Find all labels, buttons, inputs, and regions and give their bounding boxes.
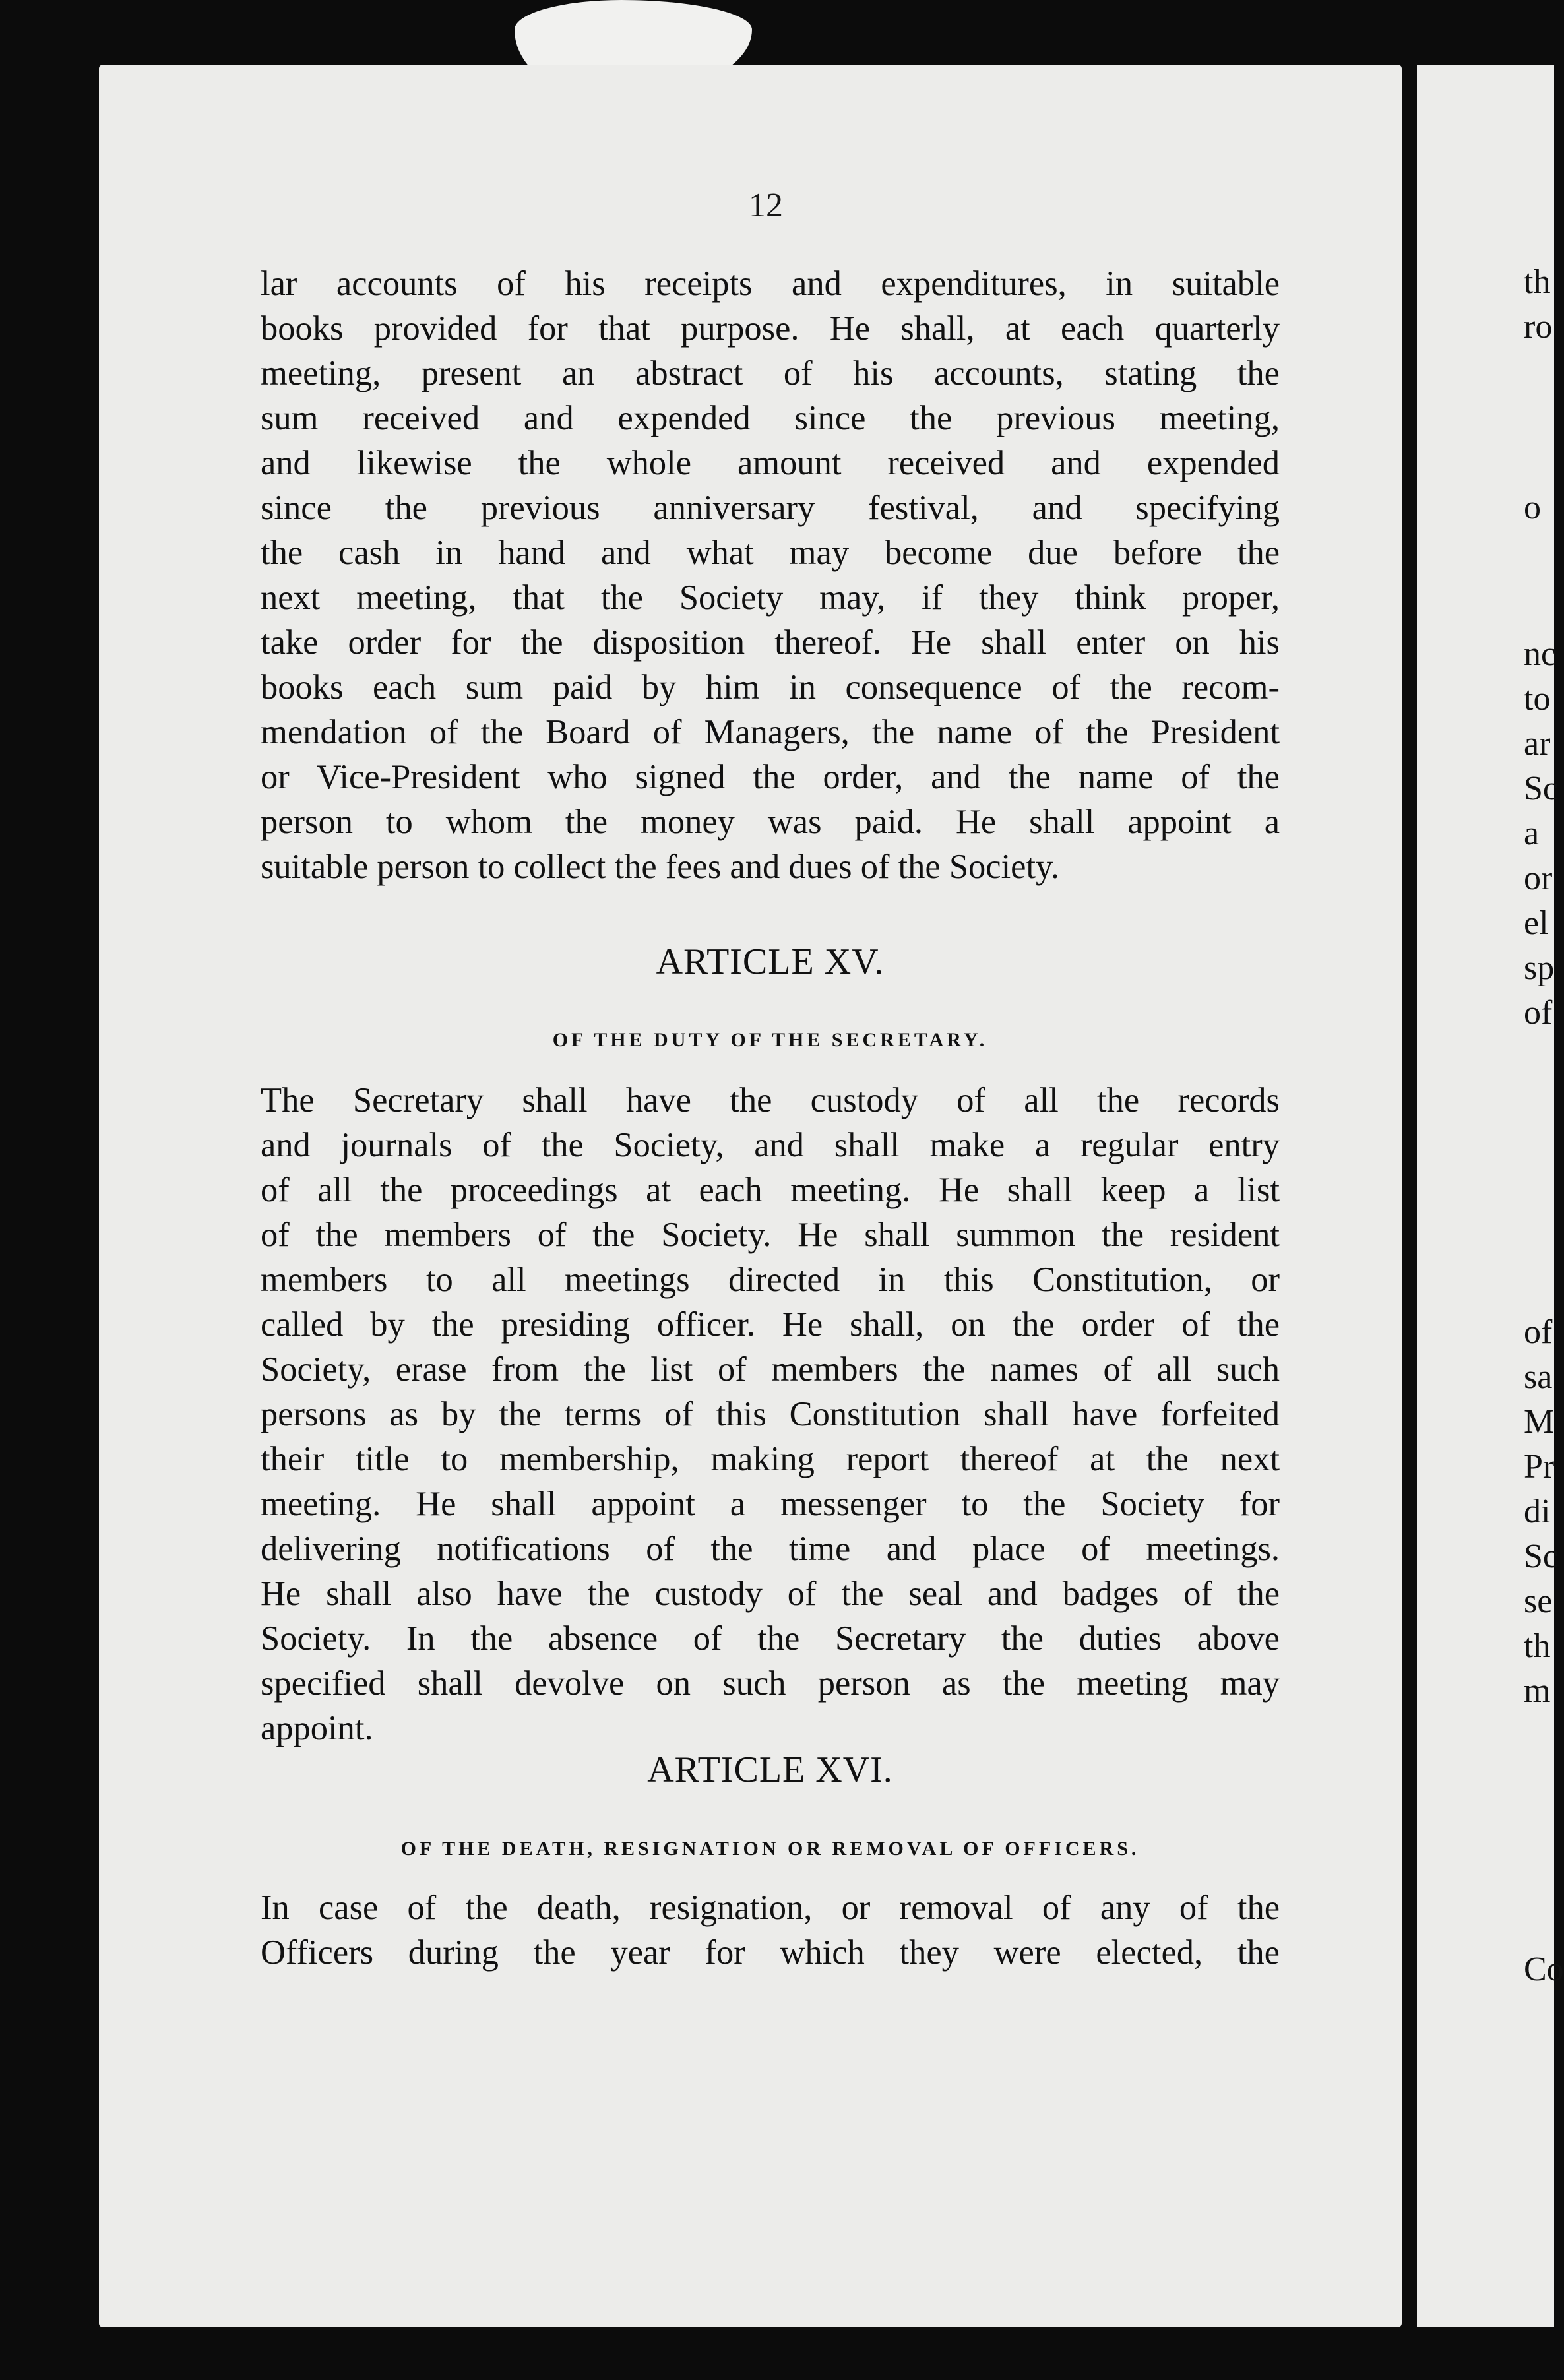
facing-page-fragment: th <box>1524 263 1551 301</box>
text-line: of the members of the Society. He shall summon the resident <box>261 1216 1280 1254</box>
text-line: take order for the disposition thereof. He shall enter on his <box>261 623 1280 662</box>
facing-page-fragment: Sc <box>1524 770 1558 807</box>
facing-page-fragment: ar <box>1524 725 1551 763</box>
text-line: Society, erase from the list of members the names of all such <box>261 1350 1280 1389</box>
text-line: suitable person to collect the fees and dues of the Society. <box>261 848 1060 886</box>
text-line: In case of the death, resignation, or removal of any of the <box>261 1889 1280 1927</box>
text-line: meeting. He shall appoint a messenger to the Society for <box>261 1485 1280 1523</box>
article-15-subheading: OF THE DUTY OF THE SECRETARY. <box>552 1029 988 1051</box>
article-15-body <box>261 1078 1280 1751</box>
facing-page-fragment: m <box>1524 1672 1551 1710</box>
text-line: and likewise the whole amount received and expended <box>261 444 1280 482</box>
text-line: Officers during the year for which they were elected, the <box>261 1933 1280 1972</box>
text-line: next meeting, that the Society may, if they think proper, <box>261 579 1280 617</box>
facing-page-fragment: sa <box>1524 1358 1553 1396</box>
text-line: lar accounts of his receipts and expenditures, in suitable <box>261 265 1280 303</box>
facing-page-fragment: di <box>1524 1493 1551 1530</box>
facing-page-fragment: or <box>1524 860 1553 897</box>
facing-page-fragment: a <box>1524 815 1540 852</box>
text-line: books each sum paid by him in consequence of the recom- <box>261 668 1280 706</box>
text-line: The Secretary shall have the custody of all the records <box>261 1081 1280 1119</box>
text-line: since the previous anniversary festival, and specifying <box>261 489 1280 527</box>
text-line: delivering notifications of the time and place of meetings. <box>261 1530 1280 1568</box>
facing-page-fragment: el <box>1524 904 1549 942</box>
facing-page-fragment: Co <box>1524 1951 1564 1988</box>
text-line: persons as by the terms of this Constitution shall have forfeited <box>261 1395 1280 1433</box>
text-line: mendation of the Board of Managers, the name of the President <box>261 713 1280 751</box>
paragraph-treasurer-duties <box>261 261 1280 889</box>
text-line: members to all meetings directed in this Constitution, or <box>261 1261 1280 1299</box>
text-line: Society. In the absence of the Secretary the duties above <box>261 1619 1280 1658</box>
facing-page-fragment: to <box>1524 680 1551 718</box>
article-16-body <box>261 1885 1280 1975</box>
article-16-subheading: OF THE DEATH, RESIGNATION OR REMOVAL OF OFFICERS. <box>400 1838 1140 1860</box>
text-line: person to whom the money was paid. He shall appoint a <box>261 803 1280 841</box>
facing-page-fragment: th <box>1524 1627 1551 1665</box>
facing-page-fragment: Sc <box>1524 1538 1558 1575</box>
facing-page-fragment: nc <box>1524 635 1557 673</box>
text-line: books provided for that purpose. He shall, at each quarterly <box>261 309 1280 348</box>
facing-page-fragment: of <box>1524 994 1553 1032</box>
facing-page-fragment: se <box>1524 1582 1553 1620</box>
text-line: or Vice-President who signed the order, and the name of the <box>261 758 1280 796</box>
facing-page-fragment: of <box>1524 1313 1553 1351</box>
facing-page-fragment: M <box>1524 1403 1555 1441</box>
text-line: specified shall devolve on such person as the meeting may <box>261 1664 1280 1703</box>
facing-page-fragment: sp <box>1524 949 1555 987</box>
text-line: and journals of the Society, and shall make a regular entry <box>261 1126 1280 1164</box>
article-16-heading: ARTICLE XVI. <box>647 1749 893 1790</box>
text-line: meeting, present an abstract of his accounts, stating the <box>261 354 1280 392</box>
text-line: He shall also have the custody of the seal and badges of the <box>261 1575 1280 1613</box>
text-line: appoint. <box>261 1709 373 1747</box>
facing-page-fragment: Pr <box>1524 1448 1555 1486</box>
text-line: their title to membership, making report thereof at the next <box>261 1440 1280 1478</box>
page-number: 12 <box>749 187 783 224</box>
text-line: the cash in hand and what may become due before the <box>261 534 1280 572</box>
facing-page-fragment: o <box>1524 489 1541 526</box>
text-line: of all the proceedings at each meeting. He shall keep a list <box>261 1171 1280 1209</box>
facing-page-fragment: ro <box>1524 308 1553 346</box>
text-line: sum received and expended since the previous meeting, <box>261 399 1280 437</box>
text-line: called by the presiding officer. He shall, on the order of the <box>261 1305 1280 1344</box>
article-15-heading: ARTICLE XV. <box>656 941 885 982</box>
